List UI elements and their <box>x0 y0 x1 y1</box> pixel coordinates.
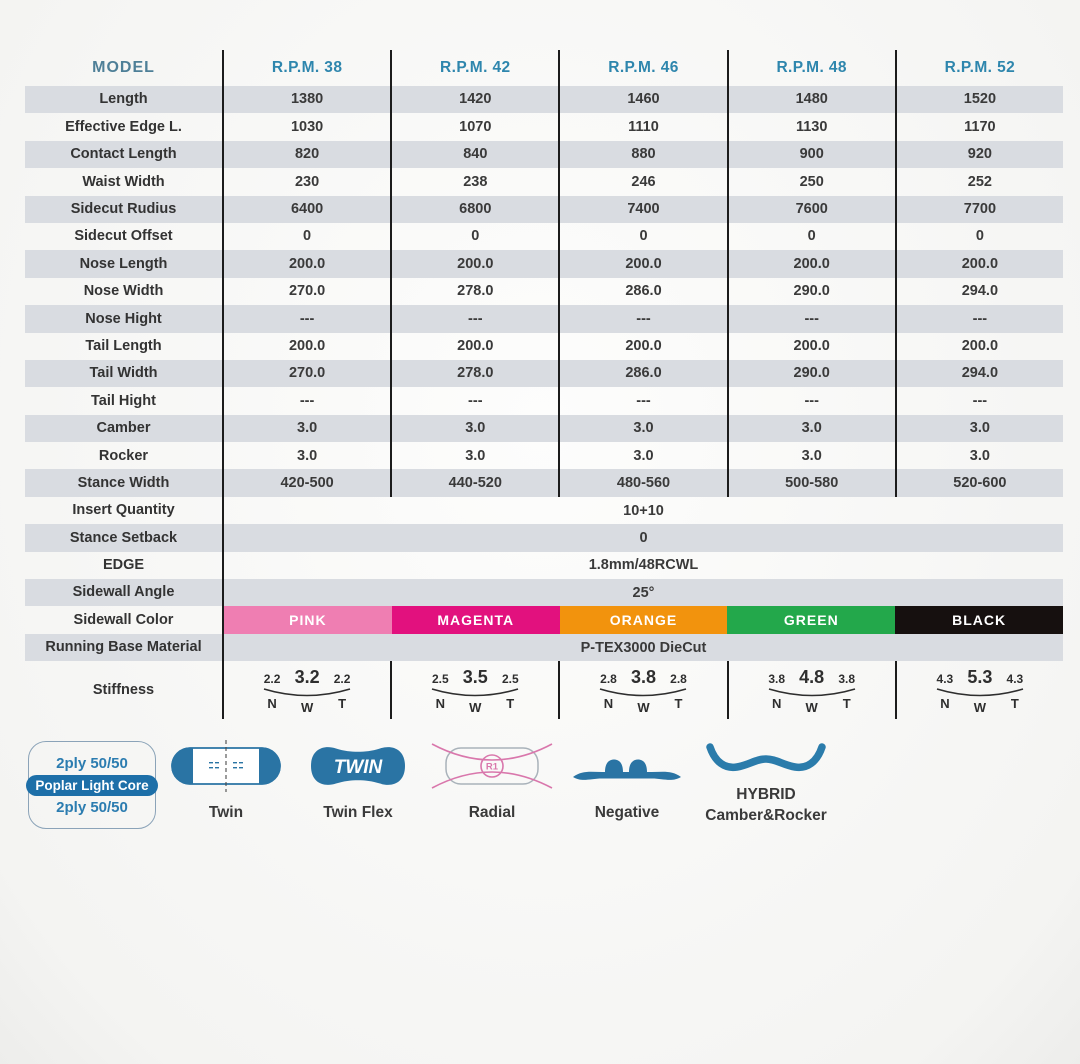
stiffness-tail-value: 4.3 <box>1006 672 1024 687</box>
stiffness-values <box>424 667 526 688</box>
cell-value: 900 <box>727 141 895 168</box>
cell-value: 3.0 <box>222 442 390 469</box>
cell-span-value: 1.8mm/48RCWL <box>222 552 1063 579</box>
stiffness-letter-w: W <box>805 700 818 716</box>
stiffness-letter-w: W <box>300 700 314 716</box>
stiffness-letters <box>592 696 694 715</box>
shape-hybrid <box>698 735 834 827</box>
stiffness-letter-w: W <box>469 700 482 716</box>
model-column-header: R.P.M. 48 <box>727 50 895 86</box>
cell-value: 520-600 <box>895 469 1063 496</box>
row-label: Nose Hight <box>85 310 162 327</box>
twin-flex-icon <box>301 735 415 797</box>
stiffness-letter-t: T <box>506 696 515 712</box>
cell-value: 1030 <box>222 113 390 140</box>
cell-value: 0 <box>222 223 390 250</box>
stiffness-waist-value: 3.5 <box>462 667 488 688</box>
core-construction-box <box>28 741 156 829</box>
color-swatch: ORANGE <box>560 606 728 633</box>
row-label: Nose Width <box>83 283 164 300</box>
construction-icons-footer <box>0 735 1080 855</box>
stiffness-letter-t: T <box>674 696 683 712</box>
stiffness-nose-value: 3.8 <box>768 672 786 687</box>
table-row <box>25 415 1063 442</box>
cell-value: 200.0 <box>727 333 895 360</box>
row-label: Sidewall Angle <box>72 584 175 601</box>
core-material-badge: Poplar Light Core <box>26 775 157 796</box>
color-swatch: BLACK <box>895 606 1063 633</box>
table-row <box>25 86 1063 113</box>
cell-value: 7700 <box>895 196 1063 223</box>
hybrid-label <box>705 785 826 827</box>
stiffness-nose-value: 4.3 <box>936 672 954 687</box>
row-label: Length <box>99 91 148 108</box>
cell-value: 252 <box>895 168 1063 195</box>
color-swatch: MAGENTA <box>392 606 560 633</box>
stiffness-cell <box>390 661 558 719</box>
model-column-header: R.P.M. 38 <box>222 50 390 86</box>
shape-twin <box>166 735 286 824</box>
cell-value: 278.0 <box>390 360 558 387</box>
cell-span-value: 25° <box>222 579 1063 606</box>
stiffness-letter-t: T <box>842 696 851 712</box>
cell-value: 200.0 <box>895 250 1063 277</box>
table-row <box>25 634 1063 661</box>
table-row <box>25 168 1063 195</box>
stiffness-nose-value: 2.5 <box>431 672 449 687</box>
shape-negative <box>566 735 688 824</box>
cell-value: 200.0 <box>558 250 726 277</box>
stiffness-values <box>592 667 694 688</box>
cell-value: 3.0 <box>222 415 390 442</box>
model-header-label: MODEL <box>92 59 155 76</box>
core-ply-top-label: 2ply 50/50 <box>56 754 128 772</box>
stiffness-tail-value: 2.8 <box>670 672 687 687</box>
negative-camber-icon <box>569 735 685 797</box>
cell-value: 1170 <box>895 113 1063 140</box>
stiffness-letter-n: N <box>435 696 445 712</box>
cell-span-value: 0 <box>222 524 1063 551</box>
cell-value: --- <box>558 305 726 332</box>
cell-value: 1070 <box>390 113 558 140</box>
cell-value: 230 <box>222 168 390 195</box>
cell-value: --- <box>727 305 895 332</box>
row-label: Effective Edge L. <box>65 118 182 135</box>
color-swatch: PINK <box>224 606 392 633</box>
stiffness-letters <box>424 696 526 715</box>
stiffness-letters <box>761 696 863 715</box>
table-row <box>25 387 1063 414</box>
row-label: Stiffness <box>92 681 155 698</box>
stiffness-letter-n: N <box>940 696 950 712</box>
stiffness-waist-value: 5.3 <box>967 667 993 688</box>
shape-radial <box>430 735 554 824</box>
cell-value: 200.0 <box>222 250 390 277</box>
cell-value: 7400 <box>558 196 726 223</box>
core-ply-bottom-label: 2ply 50/50 <box>56 798 128 816</box>
cell-value: 3.0 <box>895 442 1063 469</box>
cell-value: 0 <box>727 223 895 250</box>
stiffness-letter-n: N <box>267 696 277 712</box>
table-row <box>25 278 1063 305</box>
cell-value: 200.0 <box>390 250 558 277</box>
row-label: Tail Length <box>85 337 162 354</box>
model-column-header: R.P.M. 42 <box>390 50 558 86</box>
cell-value: 1110 <box>558 113 726 140</box>
table-row <box>25 141 1063 168</box>
stiffness-letter-t: T <box>1010 696 1019 712</box>
model-column-header: R.P.M. 52 <box>895 50 1063 86</box>
sidewall-color-swatches <box>222 606 1063 633</box>
table-row <box>25 606 1063 633</box>
cell-value: --- <box>895 305 1063 332</box>
stiffness-waist-value: 3.2 <box>294 667 320 688</box>
twin-flex-badge-text: TWIN <box>333 757 383 778</box>
radial-badge-text: R1 <box>485 761 499 773</box>
table-row <box>25 579 1063 606</box>
cell-value: 3.0 <box>558 415 726 442</box>
stiffness-nose-value: 2.8 <box>600 672 617 687</box>
row-label: Sidecut Offset <box>74 228 173 245</box>
cell-value: 286.0 <box>558 278 726 305</box>
stiffness-letter-n: N <box>771 696 782 712</box>
table-row <box>25 196 1063 223</box>
cell-value: 440-520 <box>390 469 558 496</box>
cell-value: 420-500 <box>222 469 390 496</box>
twin-label: Twin <box>208 804 244 821</box>
stiffness-values <box>929 667 1031 688</box>
row-label: Contact Length <box>70 146 177 163</box>
row-label: Waist Width <box>82 173 165 190</box>
row-label: Camber <box>96 420 151 437</box>
cell-value: 1480 <box>727 86 895 113</box>
table-row <box>25 305 1063 332</box>
cell-value: 246 <box>558 168 726 195</box>
cell-value: 250 <box>727 168 895 195</box>
table-row <box>25 333 1063 360</box>
cell-value: 1420 <box>390 86 558 113</box>
stiffness-cell <box>222 661 390 719</box>
cell-value: --- <box>390 387 558 414</box>
cell-value: 6800 <box>390 196 558 223</box>
cell-value: 1520 <box>895 86 1063 113</box>
table-row <box>25 360 1063 387</box>
row-label: Tail Hight <box>91 392 156 409</box>
stiffness-tail-value: 2.2 <box>333 672 351 687</box>
row-label: Sidewall Color <box>73 611 174 628</box>
table-row <box>25 524 1063 551</box>
row-label: EDGE <box>102 557 145 574</box>
cell-value: 3.0 <box>895 415 1063 442</box>
radial-label: Radial <box>468 804 516 821</box>
cell-value: 480-560 <box>558 469 726 496</box>
row-label: Rocker <box>98 447 149 464</box>
row-label: Stance Setback <box>69 529 178 546</box>
spec-table <box>25 50 1063 719</box>
stiffness-letter-n: N <box>603 696 614 712</box>
cell-value: 920 <box>895 141 1063 168</box>
stiffness-letter-t: T <box>338 696 347 712</box>
cell-value: --- <box>390 305 558 332</box>
stiffness-letters <box>256 696 358 715</box>
stiffness-waist-value: 3.8 <box>630 667 656 688</box>
stiffness-tail-value: 3.8 <box>838 672 856 687</box>
cell-value: 1130 <box>727 113 895 140</box>
cell-value: 840 <box>390 141 558 168</box>
cell-value: 286.0 <box>558 360 726 387</box>
cell-value: 200.0 <box>390 333 558 360</box>
table-row <box>25 113 1063 140</box>
cell-value: --- <box>895 387 1063 414</box>
stiffness-cell <box>895 661 1063 719</box>
stiffness-letter-w: W <box>637 700 650 716</box>
row-label: Sidecut Rudius <box>70 201 177 217</box>
cell-value: 0 <box>895 223 1063 250</box>
cell-value: --- <box>727 387 895 414</box>
stiffness-nose-value: 2.2 <box>263 672 281 687</box>
cell-value: 7600 <box>727 196 895 223</box>
model-column-header: R.P.M. 46 <box>558 50 726 86</box>
cell-value: 294.0 <box>895 278 1063 305</box>
cell-value: 278.0 <box>390 278 558 305</box>
stiffness-letter-w: W <box>973 700 987 716</box>
cell-value: 200.0 <box>895 333 1063 360</box>
stiffness-values <box>761 667 863 688</box>
stiffness-cell <box>727 661 895 719</box>
cell-value: 3.0 <box>390 442 558 469</box>
table-header-row <box>25 50 1063 86</box>
cell-value: 3.0 <box>727 415 895 442</box>
cell-value: 290.0 <box>727 360 895 387</box>
hybrid-label-line1: HYBRID <box>736 786 796 803</box>
row-label: Stance Width <box>77 474 170 491</box>
stiffness-waist-value: 4.8 <box>799 667 825 688</box>
row-label: Running Base Material <box>45 639 202 656</box>
cell-value: 6400 <box>222 196 390 223</box>
cell-value: 0 <box>558 223 726 250</box>
table-row <box>25 552 1063 579</box>
cell-value: 0 <box>390 223 558 250</box>
cell-value: 500-580 <box>727 469 895 496</box>
negative-label: Negative <box>594 804 660 821</box>
cell-span-value: 10+10 <box>222 497 1063 524</box>
cell-value: 200.0 <box>222 333 390 360</box>
cell-value: 1460 <box>558 86 726 113</box>
row-label: Tail Width <box>89 365 158 382</box>
radial-sidecut-icon <box>431 735 553 797</box>
table-row <box>25 250 1063 277</box>
cell-value: 270.0 <box>222 278 390 305</box>
hybrid-label-line2: Camber&Rocker <box>705 806 827 824</box>
table-row <box>25 497 1063 524</box>
cell-value: 3.0 <box>558 442 726 469</box>
cell-value: 270.0 <box>222 360 390 387</box>
cell-value: 290.0 <box>727 278 895 305</box>
cell-value: --- <box>558 387 726 414</box>
cell-span-value: P-TEX3000 DieCut <box>222 634 1063 661</box>
stiffness-row <box>25 661 1063 719</box>
table-row <box>25 442 1063 469</box>
cell-value: --- <box>222 305 390 332</box>
cell-value: 200.0 <box>558 333 726 360</box>
stiffness-letters <box>929 696 1031 715</box>
color-swatch: GREEN <box>727 606 895 633</box>
cell-value: 3.0 <box>390 415 558 442</box>
cell-value: 820 <box>222 141 390 168</box>
row-label: Nose Length <box>79 255 168 272</box>
stiffness-values <box>256 667 358 688</box>
cell-value: --- <box>222 387 390 414</box>
stiffness-tail-value: 2.5 <box>501 672 519 687</box>
twin-shape-icon <box>169 735 283 797</box>
cell-value: 3.0 <box>727 442 895 469</box>
stiffness-cell <box>558 661 726 719</box>
shape-twin-flex <box>298 735 418 824</box>
cell-value: 200.0 <box>727 250 895 277</box>
table-row <box>25 469 1063 496</box>
row-label: Insert Quantity <box>72 502 175 519</box>
cell-value: 880 <box>558 141 726 168</box>
cell-value: 294.0 <box>895 360 1063 387</box>
cell-value: 1380 <box>222 86 390 113</box>
hybrid-camber-rocker-icon <box>704 735 828 785</box>
cell-value: 238 <box>390 168 558 195</box>
table-row <box>25 223 1063 250</box>
twin-flex-label: Twin Flex <box>323 804 393 821</box>
